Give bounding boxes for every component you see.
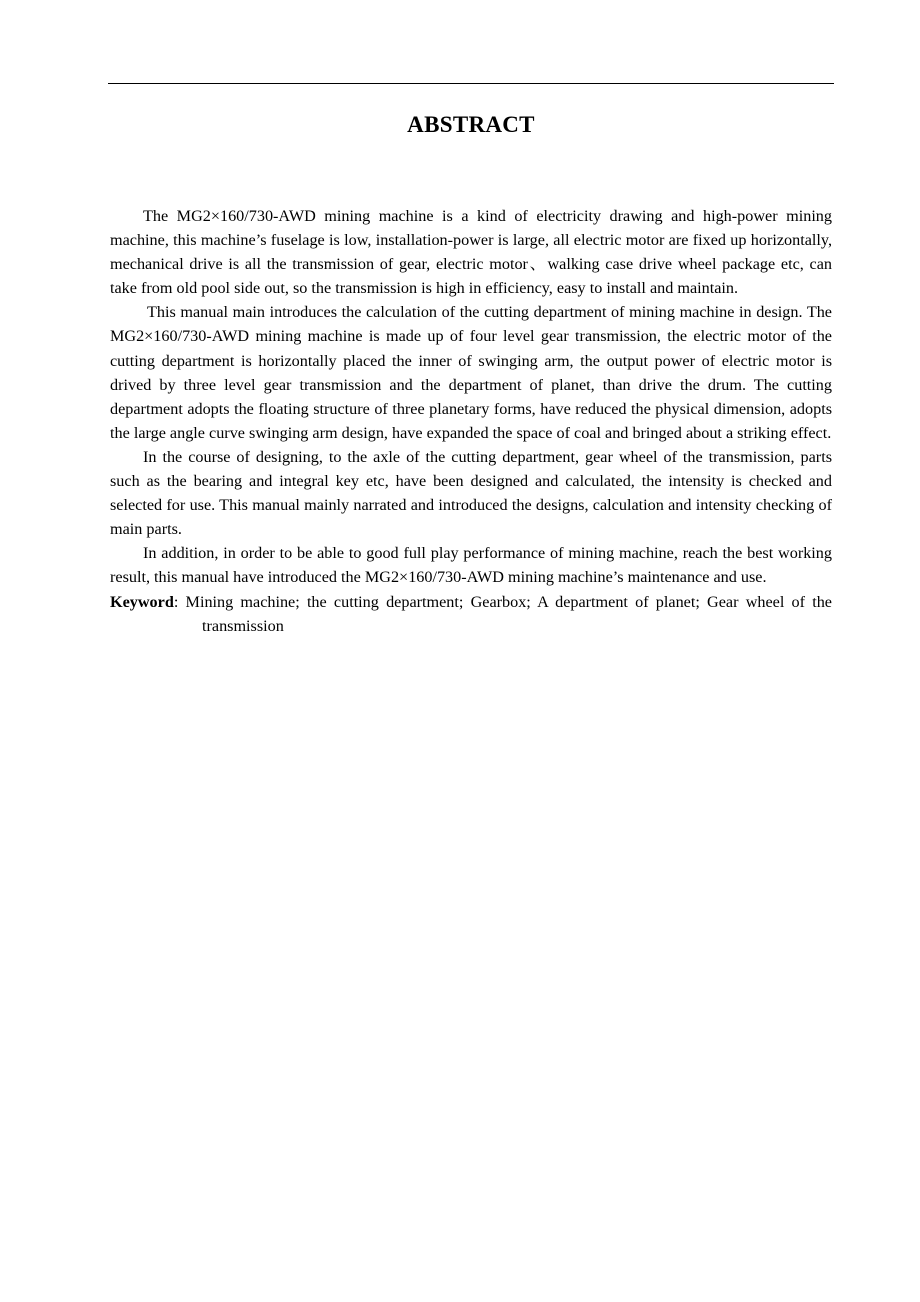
abstract-body	[110, 204, 832, 638]
paragraph-1: The MG2×160/730-AWD mining machine is a kind of electricity drawing and high-power mining machine, this machine’s fuselage is low, installation-power is large, all electric motor are fixed up horizontally, mechanical drive is all the transmission of gear, electric motor、walking case drive wheel package etc, can take from old pool side out, so the transmission is high in efficiency, easy to install and maintain.	[110, 207, 832, 298]
paragraph-3: In the course of designing, to the axle of the cutting department, gear wheel of the transmission, parts such as the bearing and integral key etc, have been designed and calculated, the intensity is checked and selected for use. This manual mainly narrated and introduced the designs, calculation and intensity checking of main parts.	[110, 447, 832, 539]
abstract-title: ABSTRACT	[407, 112, 535, 137]
paragraph-2: This manual main introduces the calculation of the cutting department of mining machine in design. The MG2×160/730-AWD mining machine is made up of four level gear transmission, the electric motor of the cutting department is horizontally placed the inner of swinging arm, the output power of electric motor is drived by three level gear transmission and the department of planet, than drive the drum. The cutting department adopts the floating structure of three planetary forms, have reduced the physical dimension, adopts the large angle curve swinging arm design, have expanded the space of coal and bringed about a striking effect.	[110, 303, 832, 442]
keywords-line	[110, 590, 832, 638]
paragraph-4: In addition, in order to be able to good full play performance of mining machine, reach the best working result, this manual have introduced the MG2×160/730-AWD mining machine’s maintenance and use.	[110, 544, 832, 587]
keyword-label: Keyword	[110, 592, 174, 611]
keyword-separator: :	[173, 592, 186, 611]
header-rule	[108, 83, 834, 84]
keywords-text: Mining machine; the cutting department; Gearbox; A department of planet; Gear wheel of the transmission	[185, 592, 832, 635]
